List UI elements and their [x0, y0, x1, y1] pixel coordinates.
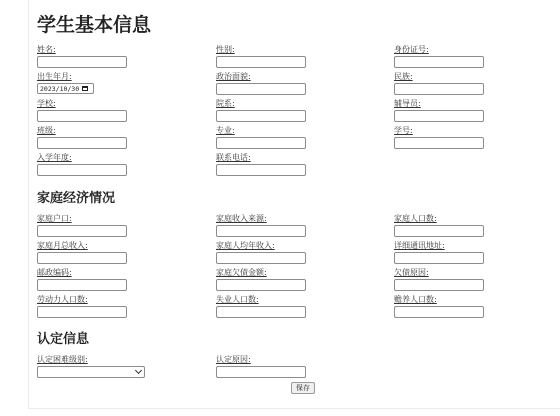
field-gender	[216, 45, 376, 68]
debt-amount-label: 家庭欠债金额:	[216, 268, 267, 277]
household-size-input[interactable]	[394, 225, 484, 237]
monthly-income-label: 家庭月总收入:	[37, 241, 88, 250]
field-school	[37, 99, 197, 122]
page-title: 学生基本信息	[37, 14, 152, 36]
field-debt-reason	[394, 268, 554, 291]
section-title-certification: 认定信息	[37, 332, 90, 347]
field-labor-count	[37, 295, 197, 318]
field-income-source	[216, 214, 376, 237]
save-button[interactable]: 保存	[291, 382, 315, 394]
class-input[interactable]	[37, 137, 127, 149]
address-label: 详细通讯地址:	[394, 241, 445, 250]
enroll-year-label: 入学年度:	[37, 153, 72, 162]
field-household-registration	[37, 214, 197, 237]
debt-amount-input[interactable]	[216, 279, 306, 291]
field-ethnicity	[394, 72, 554, 95]
unemployed-count-input[interactable]	[216, 306, 306, 318]
student-id-input[interactable]	[394, 137, 484, 149]
student-id-label: 学号:	[394, 126, 413, 135]
birth-date-label: 出生年月:	[37, 72, 72, 81]
field-id-number	[394, 45, 554, 68]
faculty-label: 院系:	[216, 99, 235, 108]
field-counselor	[394, 99, 554, 122]
birth-date-value: 2023/10/30	[40, 84, 80, 93]
field-debt-amount	[216, 268, 376, 291]
dependents-count-label: 赡养人口数:	[394, 295, 437, 304]
address-input[interactable]	[394, 252, 484, 264]
name-label: 姓名:	[37, 45, 56, 54]
faculty-input[interactable]	[216, 110, 306, 122]
field-student-id	[394, 126, 554, 149]
debt-reason-input[interactable]	[394, 279, 484, 291]
difficulty-level-select[interactable]	[37, 366, 145, 378]
calendar-icon[interactable]	[82, 86, 88, 91]
political-status-label: 政治面貌:	[216, 72, 251, 81]
school-input[interactable]	[37, 110, 127, 122]
section-title-economic: 家庭经济情况	[37, 191, 116, 206]
household-registration-label: 家庭户口:	[37, 214, 72, 223]
field-political-status	[216, 72, 376, 95]
school-label: 学校:	[37, 99, 56, 108]
phone-input[interactable]	[216, 164, 306, 176]
household-size-label: 家庭人口数:	[394, 214, 437, 223]
field-phone	[216, 153, 376, 176]
postal-code-label: 邮政编码:	[37, 268, 72, 277]
certification-reason-label: 认定原因:	[216, 355, 251, 364]
field-monthly-income	[37, 241, 197, 264]
field-birth-date	[37, 72, 197, 94]
id-number-label: 身份证号:	[394, 45, 429, 54]
field-difficulty-level	[37, 355, 197, 378]
counselor-label: 辅导员:	[394, 99, 421, 108]
political-status-input[interactable]	[216, 83, 306, 95]
household-registration-input[interactable]	[37, 225, 127, 237]
field-address	[394, 241, 554, 264]
class-label: 班级:	[37, 126, 56, 135]
labor-count-input[interactable]	[37, 306, 127, 318]
ethnicity-input[interactable]	[394, 83, 484, 95]
major-label: 专业:	[216, 126, 235, 135]
field-dependents-count	[394, 295, 554, 318]
certification-reason-input[interactable]	[216, 366, 306, 378]
per-capita-income-input[interactable]	[216, 252, 306, 264]
field-class	[37, 126, 197, 149]
counselor-input[interactable]	[394, 110, 484, 122]
per-capita-income-label: 家庭人均年收入:	[216, 241, 275, 250]
enroll-year-input[interactable]	[37, 164, 127, 176]
ethnicity-label: 民族:	[394, 72, 413, 81]
name-input[interactable]	[37, 56, 127, 68]
major-input[interactable]	[216, 137, 306, 149]
dependents-count-input[interactable]	[394, 306, 484, 318]
field-household-size	[394, 214, 554, 237]
field-unemployed-count	[216, 295, 376, 318]
income-source-label: 家庭收入来源:	[216, 214, 267, 223]
unemployed-count-label: 失业人口数:	[216, 295, 259, 304]
birth-date-input[interactable]	[37, 83, 94, 94]
id-number-input[interactable]	[394, 56, 484, 68]
field-name	[37, 45, 197, 68]
labor-count-label: 劳动力人口数:	[37, 295, 88, 304]
gender-input[interactable]	[216, 56, 306, 68]
phone-label: 联系电话:	[216, 153, 251, 162]
field-enroll-year	[37, 153, 197, 176]
postal-code-input[interactable]	[37, 279, 127, 291]
gender-label: 性别:	[216, 45, 235, 54]
chevron-down-icon	[135, 367, 142, 374]
field-faculty	[216, 99, 376, 122]
monthly-income-input[interactable]	[37, 252, 127, 264]
field-per-capita-income	[216, 241, 376, 264]
difficulty-level-label: 认定困难级别:	[37, 355, 88, 364]
debt-reason-label: 欠债原因:	[394, 268, 429, 277]
field-certification-reason	[216, 355, 376, 378]
field-major	[216, 126, 376, 149]
field-postal-code	[37, 268, 197, 291]
income-source-input[interactable]	[216, 225, 306, 237]
